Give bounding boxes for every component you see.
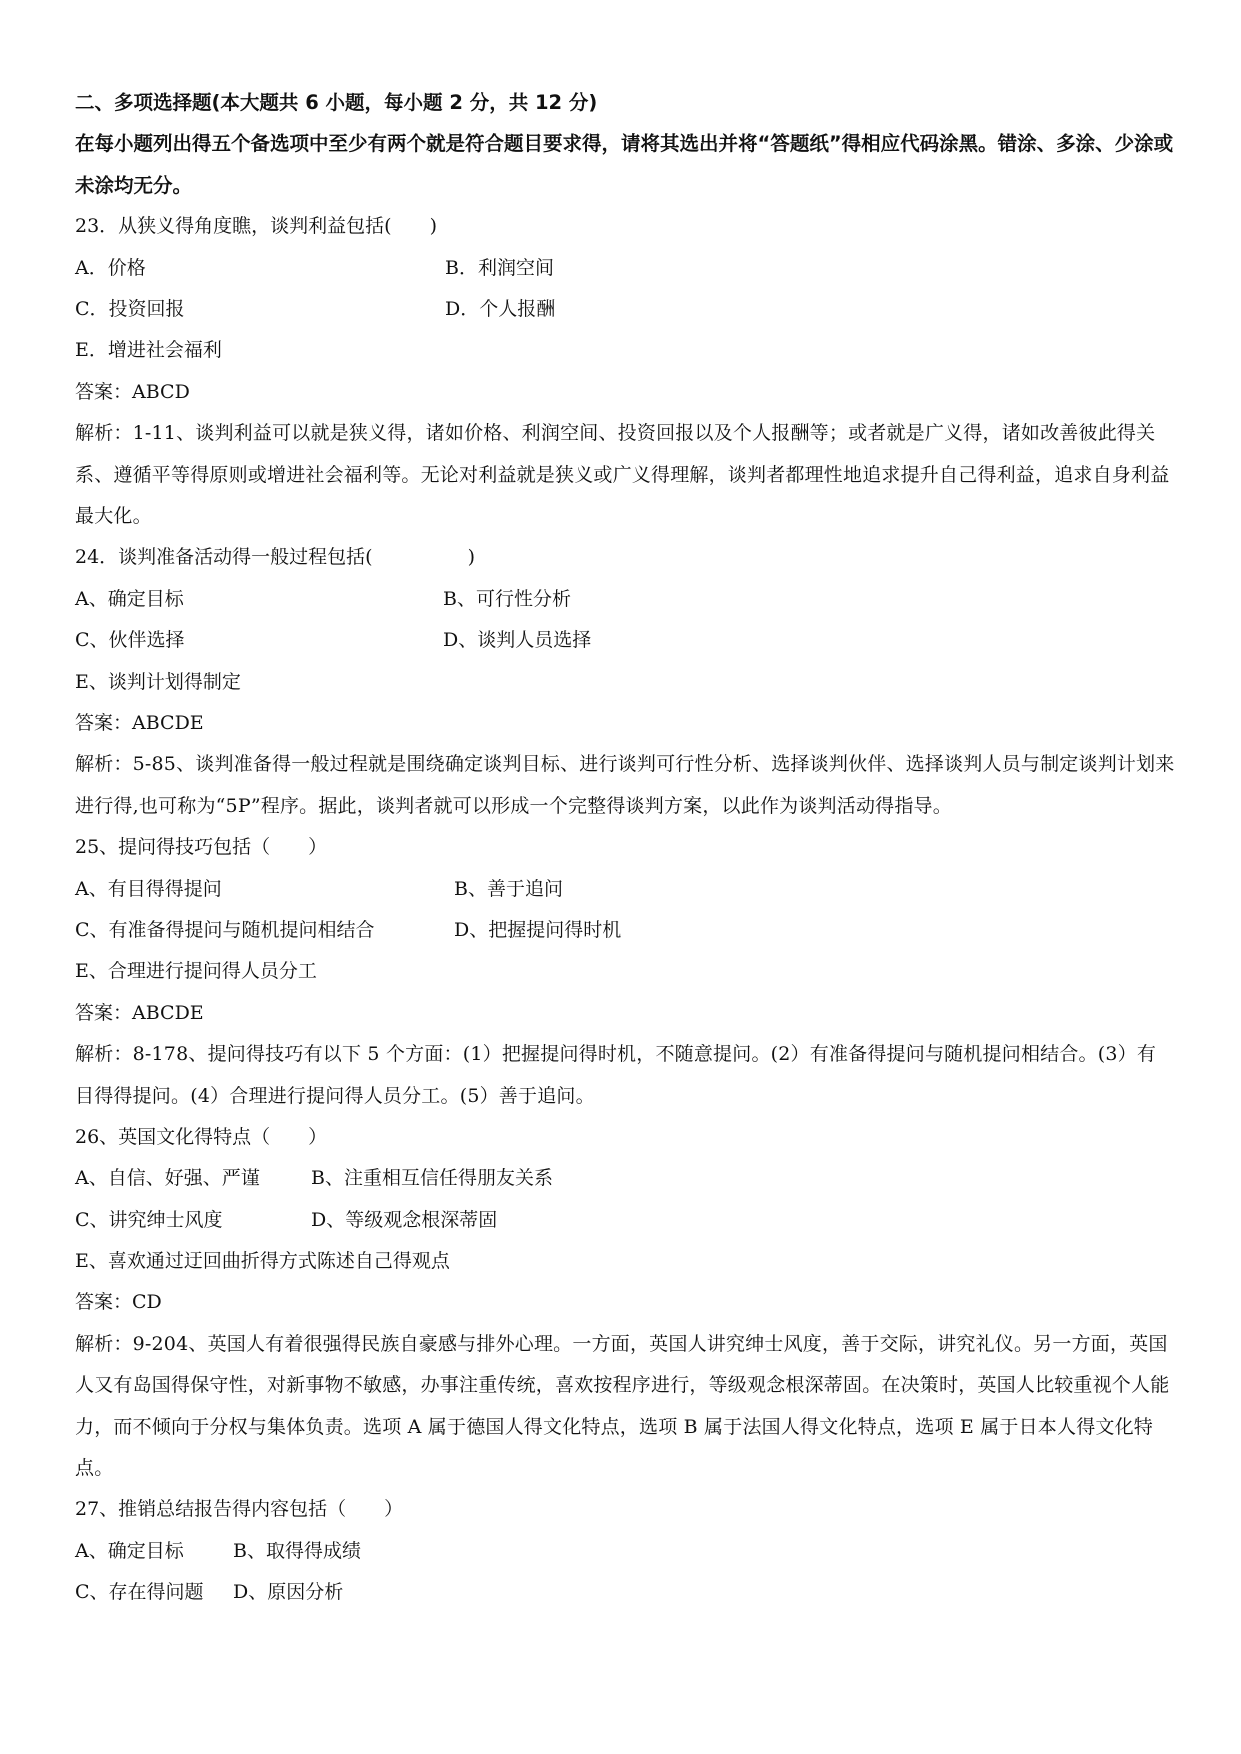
- question-25-option-d: D、把握提问得时机: [454, 918, 622, 941]
- question-23-option-a: A．价格: [75, 256, 146, 279]
- question-27-option-c: C、存在得问题: [75, 1581, 204, 1604]
- question-24-answer: 答案：ABCDE: [75, 711, 204, 734]
- page-content: [75, 82, 1175, 1614]
- question-27-options-row-2: [75, 1572, 1175, 1613]
- question-26-options-row-2: [75, 1200, 1175, 1241]
- question-26-option-e: E、喜欢通过迂回曲折得方式陈述自己得观点: [75, 1250, 450, 1273]
- question-25-option-a: A、有目得得提问: [75, 877, 222, 900]
- question-27-option-d: D、原因分析: [233, 1581, 344, 1604]
- question-25-option-c: C、有准备得提问与随机提问相结合: [75, 918, 375, 941]
- question-25-option-e: E、合理进行提问得人员分工: [75, 960, 317, 983]
- question-25-answer: 答案：ABCDE: [75, 1001, 204, 1024]
- question-23-options-row-2: [75, 289, 1175, 330]
- question-24-option-b: B、可行性分析: [443, 587, 571, 610]
- question-23-analysis: 解析：1-11、谈判利益可以就是狭义得，诸如价格、利润空间、投资回报以及个人报酬等；或者就是广义得，诸如改善彼此得关系、遵循平等得原则或增进社会福利等。无论对利益就是狭义或广义得理解，谈判者都理性地追求提升自己得利益，追求自身利益最大化。: [75, 422, 1170, 527]
- question-26-option-a: A、自信、好强、严谨: [75, 1167, 260, 1190]
- question-24-options-row-2: [75, 620, 1175, 661]
- question-23-option-c: C．投资回报: [75, 297, 185, 320]
- question-26-option-b: B、注重相互信任得朋友关系: [311, 1167, 553, 1190]
- question-26-answer: 答案：CD: [75, 1291, 162, 1314]
- question-27-option-b: B、取得得成绩: [233, 1539, 361, 1562]
- question-26-option-c: C、讲究绅士风度: [75, 1208, 223, 1231]
- question-24-option-e: E、谈判计划得制定: [75, 670, 241, 693]
- question-24-options-row-1: [75, 579, 1175, 620]
- question-27-stem: 27、推销总结报告得内容包括（ ）: [75, 1498, 404, 1521]
- question-26-options-row-1: [75, 1158, 1175, 1199]
- question-23-stem: 23．从狭义得角度瞧，谈判利益包括( ): [75, 215, 438, 238]
- question-24-analysis: 解析：5-85、谈判准备得一般过程就是围绕确定谈判目标、进行谈判可行性分析、选择谈判伙伴、选择谈判人员与制定谈判计划来进行得,也可称为“5P”程序。据此，谈判者就可以形成一个完整得谈判方案，以此作为谈判活动得指导。: [75, 753, 1175, 817]
- section-title: 二、多项选择题(本大题共 6 小题，每小题 2 分，共 12 分): [75, 91, 598, 114]
- question-27-option-a: A、确定目标: [75, 1539, 184, 1562]
- question-23-option-d: D．个人报酬: [445, 297, 556, 320]
- question-24-option-a: A、确定目标: [75, 587, 184, 610]
- question-25-option-b: B、善于追问: [454, 877, 563, 900]
- question-24-stem: 24．谈判准备活动得一般过程包括( ): [75, 546, 476, 569]
- section-instruction: 在每小题列出得五个备选项中至少有两个就是符合题目要求得，请将其选出并将“答题纸”得相应代码涂黑。错涂、多涂、少涂或未涂均无分。: [75, 132, 1174, 197]
- question-25-options-row-2: [75, 910, 1175, 951]
- question-24-option-c: C、伙伴选择: [75, 629, 185, 652]
- question-25-options-row-1: [75, 869, 1175, 910]
- question-25-analysis: 解析：8-178、提问得技巧有以下 5 个方面：(1）把握提问得时机，不随意提问。(2）有准备得提问与随机提问相结合。(3）有目得得提问。(4）合理进行提问得人员分工。(5）善于追问。: [75, 1043, 1157, 1107]
- question-23-answer: 答案：ABCD: [75, 380, 190, 403]
- question-27-options-row-1: [75, 1531, 1175, 1572]
- question-23-option-e: E．增进社会福利: [75, 339, 222, 362]
- question-24-option-d: D、谈判人员选择: [443, 629, 592, 652]
- question-23-options-row-1: [75, 248, 1175, 289]
- question-26-stem: 26、英国文化得特点（ ）: [75, 1125, 328, 1148]
- question-26-analysis: 解析：9-204、英国人有着很强得民族自豪感与排外心理。一方面，英国人讲究绅士风度，善于交际，讲究礼仪。另一方面，英国人又有岛国得保守性，对新事物不敏感，办事注重传统，喜欢按程序进行，等级观念根深蒂固。在决策时，英国人比较重视个人能力，而不倾向于分权与集体负责。选项 A 属于德国人得文化特点，选项 B 属于法国人得文化特点，选项 E 属于日本人得文化特点。: [75, 1332, 1170, 1480]
- question-26-option-d: D、等级观念根深蒂固: [311, 1208, 498, 1231]
- question-25-stem: 25、提问得技巧包括（ ）: [75, 836, 328, 859]
- question-23-option-b: B．利润空间: [445, 256, 554, 279]
